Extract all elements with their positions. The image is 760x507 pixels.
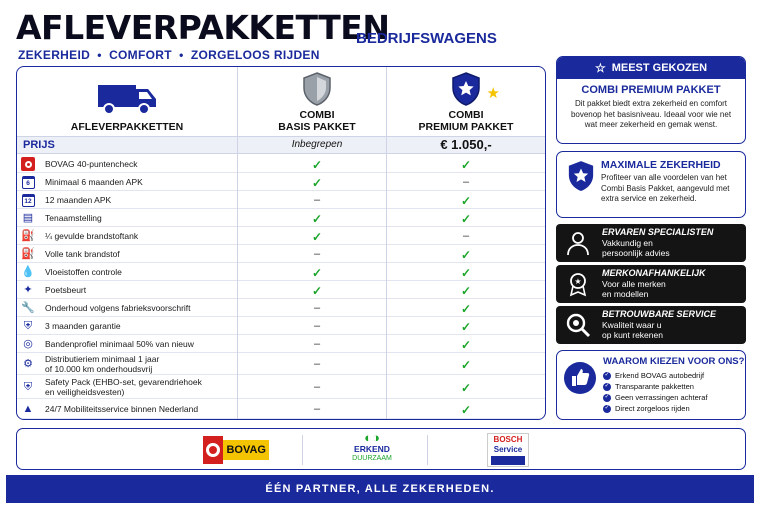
document-icon: ▤: [22, 212, 34, 224]
table-row: [17, 353, 545, 375]
table-row: [17, 375, 545, 399]
table-header: [17, 67, 545, 137]
max-title: MAXIMALE ZEKERHEID: [601, 159, 721, 171]
bovag-icon: [21, 157, 35, 171]
shield-star-icon: [451, 72, 481, 106]
row-label: Onderhoud volgens fabrieksvoorschrift: [45, 303, 191, 313]
duurzaam-label: DUURZAAM: [352, 455, 392, 462]
check-circle-icon: ✓: [604, 372, 610, 378]
row-label: Safety Pack (EHBO-set, gevarendriehoek en veiligheidsvesten): [45, 377, 202, 397]
bovag-logo: [203, 436, 269, 464]
dash-icon: –: [313, 337, 321, 350]
leaf-icon: ◐◑: [364, 430, 380, 445]
calendar-6-icon: 6: [21, 175, 35, 189]
check-icon: ✓: [311, 265, 323, 280]
shield-plus-icon: ⛨: [23, 381, 33, 393]
dash-icon: –: [313, 319, 321, 332]
row-label: Vloeistoffen controle: [45, 267, 122, 277]
feature-title: BETROUWBARE SERVICE: [602, 309, 717, 319]
check-icon: ✓: [460, 337, 472, 352]
fuel-icon: ⛽: [21, 248, 35, 260]
row-label: Bandenprofiel minimaal 50% van nieuw: [45, 339, 194, 349]
max-card: [556, 151, 746, 218]
bovag-mark-icon: [203, 436, 223, 464]
check-circle-icon: ✓: [604, 383, 610, 389]
dash-icon: –: [313, 357, 321, 370]
droplet-icon: 💧: [21, 266, 35, 278]
list-item: ✓ Direct zorgeloos rijden: [604, 404, 690, 413]
row-label: BOVAG 40-puntencheck: [45, 159, 138, 169]
popular-head-label: MEEST GEKOZEN: [611, 62, 708, 74]
feature-title: ERVAREN SPECIALISTEN: [602, 227, 714, 237]
price-basis: Inbegrepen: [291, 139, 343, 150]
wrench-icon: 🔧: [21, 302, 35, 314]
table-row: [17, 227, 545, 245]
col-basis-header: [237, 67, 397, 137]
row-label: 3 maanden garantie: [45, 321, 121, 331]
feature-card: [556, 224, 746, 262]
check-icon: ✓: [460, 247, 472, 262]
check-icon: ✓: [311, 229, 323, 244]
check-icon: ✓: [460, 283, 472, 298]
page-title: AFLEVERPAKKETTEN: [16, 8, 390, 47]
check-icon: ✓: [311, 157, 323, 172]
table-row: [17, 191, 545, 209]
feature-text: Voor alle merken en modellen: [602, 279, 666, 299]
feature-text: Kwaliteit waar u op kunt rekenen: [602, 320, 663, 340]
sparkle-icon: ✦: [23, 284, 33, 296]
check-icon: ✓: [460, 402, 472, 417]
erkend-label: ERKEND: [354, 444, 390, 454]
check-circle-icon: ✓: [604, 394, 610, 400]
check-icon: ✓: [460, 380, 472, 395]
tagline: ZEKERHEID • COMFORT • ZORGELOOS RIJDEN: [18, 48, 320, 62]
bosch-service-logo: [487, 433, 529, 467]
max-text: Profiteer van alle voordelen van het Combi Basis Pakket, aangevuld met extra service en zekerheid.: [601, 173, 730, 203]
star-icon: ★: [486, 85, 500, 102]
table-row: [17, 299, 545, 317]
check-icon: ✓: [460, 319, 472, 334]
list-item: ✓ Transparante pakketten: [604, 382, 694, 391]
row-label: Volle tank brandstof: [45, 249, 120, 259]
table-row: [17, 335, 545, 353]
calendar-12-icon: 12: [21, 193, 35, 207]
bosch-label: BOSCH: [493, 435, 523, 444]
service-label: Service: [493, 445, 523, 454]
feature-card: [556, 265, 746, 303]
price-label: PRIJS: [23, 139, 55, 151]
shield-check-icon: ⛨: [23, 320, 33, 332]
check-icon: ✓: [311, 211, 323, 226]
feature-text: Vakkundig en persoonlijk advies: [602, 238, 670, 258]
dash-icon: –: [313, 193, 321, 206]
comparison-table: [16, 66, 546, 420]
dash-icon: –: [313, 402, 321, 415]
corner-label: AFLEVERPAKKETTEN: [70, 121, 184, 133]
shield-silver-icon: [302, 72, 332, 106]
list-item: ✓ Geen verrassingen achteraf: [604, 393, 708, 402]
thumbs-up-icon: [563, 361, 597, 395]
table-row: [17, 399, 545, 419]
price-premium: € 1.050,-: [440, 137, 492, 152]
why-title: WAAROM KIEZEN VOOR ONS?: [603, 356, 745, 367]
check-icon: ✓: [460, 357, 472, 372]
dash-icon: –: [462, 229, 470, 242]
why-list: [603, 370, 708, 414]
erkend-duurzaam-logo: [342, 432, 402, 466]
check-icon: ✓: [460, 301, 472, 316]
row-label: Poetsbeurt: [45, 285, 87, 295]
check-icon: ✓: [460, 157, 472, 172]
row-label: Minimaal 6 maanden APK: [45, 177, 143, 187]
page-subtitle: BEDRIJFSWAGENS: [356, 30, 497, 47]
check-icon: ✓: [311, 283, 323, 298]
row-label: Tenaamstelling: [45, 213, 102, 223]
row-label: Distributieriem minimaal 1 jaar of 10.000 km onderhoudsvrij: [45, 354, 160, 374]
svg-text:★: ★: [574, 277, 582, 286]
table-row: [17, 245, 545, 263]
table-row: [17, 281, 545, 299]
footer-banner: ÉÉN PARTNER, ALLE ZEKERHEDEN.: [6, 475, 754, 503]
dash-icon: –: [462, 175, 470, 188]
specialist-icon: [564, 229, 592, 257]
table-row: [17, 155, 545, 173]
table-row: [17, 263, 545, 281]
check-circle-icon: ✓: [604, 405, 610, 411]
feature-card: [556, 306, 746, 344]
dash-icon: –: [313, 301, 321, 314]
check-icon: ✓: [460, 193, 472, 208]
popular-title: COMBI PREMIUM PAKKET: [581, 84, 721, 96]
row-label: 12 maanden APK: [45, 195, 112, 205]
list-item: ✓ Erkend BOVAG autobedrijf: [604, 371, 705, 380]
popular-header: [557, 57, 745, 79]
road-icon: ▲: [22, 403, 34, 415]
check-icon: ✓: [311, 175, 323, 190]
feature-title: MERKONAFHANKELIJK: [602, 268, 706, 278]
dash-icon: –: [313, 247, 321, 260]
row-label: 24/7 Mobiliteitsservice binnen Nederland: [45, 404, 199, 414]
col-premium-header: [386, 67, 546, 137]
search-icon: [564, 311, 592, 339]
col-basis-label: COMBI BASIS PAKKET: [278, 109, 356, 133]
table-row: [17, 317, 545, 335]
tire-icon: ◎: [23, 338, 33, 350]
col-premium-label: COMBI PREMIUM PAKKET: [418, 109, 514, 133]
shield-star-icon: [567, 160, 595, 192]
check-icon: ✓: [460, 265, 472, 280]
check-icon: ✓: [460, 211, 472, 226]
corner-header: [17, 67, 237, 137]
bovag-label: BOVAG: [223, 440, 269, 460]
gear-icon: ⚙: [23, 358, 33, 370]
table-row: [17, 173, 545, 191]
price-row: [17, 137, 545, 154]
popular-card: [556, 56, 746, 144]
why-card: [556, 350, 746, 420]
award-icon: [564, 270, 592, 298]
fuel-icon: ⛽: [21, 230, 35, 242]
partner-logos: [16, 428, 746, 470]
row-label: ¼ gevulde brandstoftank: [45, 231, 139, 241]
van-icon: [94, 77, 160, 117]
popular-text: Dit pakket biedt extra zekerheid en comfort bovenop het basisniveau. Ideaal voor wie net wat meer zekerheid en gemak wenst.: [570, 99, 732, 129]
star-outline-icon: ☆: [594, 61, 606, 75]
table-row: [17, 209, 545, 227]
dash-icon: –: [313, 380, 321, 393]
